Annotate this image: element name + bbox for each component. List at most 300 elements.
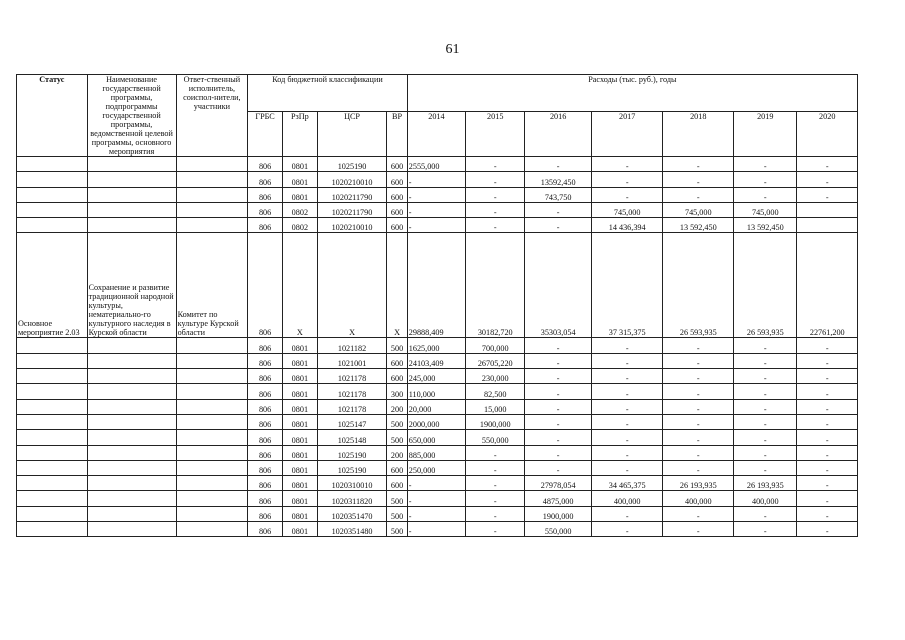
year-total-cell: 35303,054 (525, 233, 591, 338)
year-value-cell: 743,750 (525, 187, 591, 202)
name-cell (87, 430, 176, 445)
grbs-cell: 806 (248, 506, 283, 521)
vr-cell: 600 (387, 202, 407, 217)
csr-cell: 1020310010 (317, 476, 387, 491)
year-value-cell: - (525, 202, 591, 217)
csr-cell: 1020351470 (317, 506, 387, 521)
vr-cell: 600 (387, 369, 407, 384)
vr-cell: 500 (387, 430, 407, 445)
year-value-cell: 400,000 (663, 491, 734, 506)
year-total-cell: 37 315,375 (591, 233, 663, 338)
year-total-cell: 29888,409 (407, 233, 465, 338)
year-value-cell: - (663, 338, 734, 353)
year-value-cell: - (797, 172, 858, 187)
year-value-cell: - (407, 218, 465, 233)
year-value-cell: - (734, 445, 797, 460)
csr-cell: 1021001 (317, 353, 387, 368)
year-value-cell: 15,000 (466, 399, 525, 414)
status-cell (17, 384, 88, 399)
executor-cell (176, 157, 248, 172)
table-row (17, 338, 858, 353)
year-value-cell: 26 193,935 (734, 476, 797, 491)
name-cell (87, 491, 176, 506)
executor-cell (176, 414, 248, 429)
name-cell (87, 445, 176, 460)
csr-cell: 1020351480 (317, 522, 387, 537)
year-value-cell: 2000,000 (407, 414, 465, 429)
executor-cell (176, 369, 248, 384)
rzpr-cell: 0801 (282, 369, 317, 384)
table-row (17, 476, 858, 491)
year-value-cell: - (663, 399, 734, 414)
year-value-cell: - (525, 445, 591, 460)
header-executor: Ответ-ственный исполнитель, соиспол-нители, участники (176, 75, 248, 157)
rzpr-cell: 0801 (282, 338, 317, 353)
year-value-cell: 550,000 (525, 522, 591, 537)
csr-cell: 1025148 (317, 430, 387, 445)
grbs-cell: 806 (248, 172, 283, 187)
year-value-cell: - (797, 430, 858, 445)
name-cell (87, 414, 176, 429)
status-cell (17, 430, 88, 445)
year-value-cell: 700,000 (466, 338, 525, 353)
grbs-cell: 806 (248, 476, 283, 491)
grbs-cell: 806 (248, 522, 283, 537)
year-value-cell: - (591, 399, 663, 414)
status-cell (17, 506, 88, 521)
executor-cell (176, 491, 248, 506)
csr-cell: 1021178 (317, 399, 387, 414)
year-value-cell: - (591, 384, 663, 399)
page-number: 61 (445, 42, 460, 57)
executor-cell: Комитет по культуре Курской области (176, 233, 248, 338)
year-value-cell: - (407, 506, 465, 521)
grbs-cell: 806 (248, 430, 283, 445)
year-value-cell: 2555,000 (407, 157, 465, 172)
year-value-cell: 745,000 (734, 202, 797, 217)
year-value-cell: - (466, 218, 525, 233)
budget-table (16, 74, 858, 537)
table-row (17, 353, 858, 368)
csr-cell: 1021178 (317, 369, 387, 384)
year-value-cell: - (466, 506, 525, 521)
year-value-cell: - (591, 414, 663, 429)
year-value-cell: 14 436,394 (591, 218, 663, 233)
header-grbs: ГРБС (248, 112, 283, 157)
year-value-cell: - (466, 491, 525, 506)
year-value-cell: - (466, 460, 525, 475)
year-value-cell: 745,000 (663, 202, 734, 217)
year-value-cell: 550,000 (466, 430, 525, 445)
grbs-cell: 806 (248, 414, 283, 429)
rzpr-cell: 0801 (282, 445, 317, 460)
year-value-cell: - (407, 491, 465, 506)
table-row (17, 202, 858, 217)
year-value-cell: - (734, 157, 797, 172)
year-value-cell: - (734, 506, 797, 521)
name-cell (87, 187, 176, 202)
year-value-cell: - (734, 460, 797, 475)
year-value-cell: 82,500 (466, 384, 525, 399)
executor-cell (176, 445, 248, 460)
rzpr-cell: 0801 (282, 187, 317, 202)
year-value-cell: - (734, 172, 797, 187)
year-value-cell: - (525, 353, 591, 368)
table-row (17, 172, 858, 187)
year-value-cell: - (525, 338, 591, 353)
status-cell (17, 353, 88, 368)
year-value-cell: 400,000 (591, 491, 663, 506)
year-value-cell: - (797, 187, 858, 202)
name-cell (87, 353, 176, 368)
year-value-cell: - (525, 430, 591, 445)
vr-cell: 300 (387, 384, 407, 399)
table-row (17, 369, 858, 384)
year-value-cell: - (466, 202, 525, 217)
table-row (17, 414, 858, 429)
rzpr-cell: 0801 (282, 506, 317, 521)
vr-cell: 600 (387, 476, 407, 491)
status-cell (17, 476, 88, 491)
status-cell (17, 491, 88, 506)
grbs-cell: 806 (248, 157, 283, 172)
status-cell (17, 414, 88, 429)
name-cell: Сохранение и развитие традиционной народной культуры, нематериально-го культурного наследия в Курской области (87, 233, 176, 338)
vr-cell: 600 (387, 172, 407, 187)
year-value-cell: - (734, 338, 797, 353)
year-value-cell: - (466, 172, 525, 187)
grbs-cell: 806 (248, 384, 283, 399)
year-total-cell: 26 593,935 (663, 233, 734, 338)
year-value-cell: - (797, 491, 858, 506)
executor-cell (176, 172, 248, 187)
vr-cell: 600 (387, 460, 407, 475)
year-value-cell: - (407, 172, 465, 187)
table-row (17, 187, 858, 202)
year-value-cell: - (591, 522, 663, 537)
executor-cell (176, 430, 248, 445)
year-total-cell: 26 593,935 (734, 233, 797, 338)
year-value-cell: - (407, 202, 465, 217)
grbs-cell: 806 (248, 353, 283, 368)
grbs-cell: 806 (248, 187, 283, 202)
year-value-cell: - (797, 157, 858, 172)
year-value-cell: - (466, 157, 525, 172)
year-value-cell: - (797, 399, 858, 414)
status-cell (17, 157, 88, 172)
year-value-cell: - (525, 399, 591, 414)
year-value-cell: - (797, 369, 858, 384)
rzpr-cell: 0801 (282, 414, 317, 429)
name-cell (87, 506, 176, 521)
year-value-cell: - (663, 460, 734, 475)
year-value-cell (797, 202, 858, 217)
year-value-cell (797, 218, 858, 233)
header-status: Статус (17, 75, 88, 157)
vr-cell: 600 (387, 218, 407, 233)
year-value-cell: 24103,409 (407, 353, 465, 368)
grbs-cell: 806 (248, 445, 283, 460)
year-value-cell: - (466, 522, 525, 537)
header-year: 2019 (734, 112, 797, 157)
year-value-cell: - (663, 172, 734, 187)
rzpr-cell: 0801 (282, 476, 317, 491)
status-cell (17, 369, 88, 384)
executor-cell (176, 399, 248, 414)
table-row (17, 157, 858, 172)
name-cell (87, 476, 176, 491)
grbs-cell: 806 (248, 202, 283, 217)
year-value-cell: - (797, 414, 858, 429)
executor-cell (176, 476, 248, 491)
csr-cell: 1025147 (317, 414, 387, 429)
executor-cell (176, 338, 248, 353)
year-value-cell: - (734, 369, 797, 384)
status-cell (17, 202, 88, 217)
year-value-cell: 20,000 (407, 399, 465, 414)
year-value-cell: - (663, 445, 734, 460)
header-year: 2014 (407, 112, 465, 157)
vr-cell: 500 (387, 506, 407, 521)
year-value-cell: 230,000 (466, 369, 525, 384)
csr-cell: 1025190 (317, 445, 387, 460)
year-value-cell: - (525, 384, 591, 399)
year-value-cell: - (407, 522, 465, 537)
header-rzpr: РзПр (282, 112, 317, 157)
name-cell (87, 338, 176, 353)
executor-cell (176, 522, 248, 537)
status-cell (17, 218, 88, 233)
year-total-cell: 22761,200 (797, 233, 858, 338)
table-row (17, 460, 858, 475)
year-value-cell: - (525, 157, 591, 172)
year-value-cell: 1900,000 (466, 414, 525, 429)
table-row (17, 506, 858, 521)
year-value-cell: - (797, 445, 858, 460)
status-cell (17, 187, 88, 202)
year-value-cell: - (797, 353, 858, 368)
executor-cell (176, 460, 248, 475)
year-value-cell: 13 592,450 (663, 218, 734, 233)
grbs-cell: 806 (248, 460, 283, 475)
header-name: Наименование государственной программы, подпрограммы государственной программы, ведомственной целевой программы, основного мероприятия (87, 75, 176, 157)
csr-cell: 1020210010 (317, 218, 387, 233)
name-cell (87, 460, 176, 475)
year-value-cell: 26705,220 (466, 353, 525, 368)
name-cell (87, 218, 176, 233)
year-value-cell: 400,000 (734, 491, 797, 506)
status-cell (17, 338, 88, 353)
year-value-cell: - (525, 460, 591, 475)
main-activity-row (17, 233, 858, 338)
rzpr-cell: 0801 (282, 522, 317, 537)
rzpr-cell: 0801 (282, 460, 317, 475)
year-value-cell: - (734, 399, 797, 414)
year-value-cell: - (525, 218, 591, 233)
status-cell (17, 522, 88, 537)
csr-cell: 1021178 (317, 384, 387, 399)
year-value-cell: 245,000 (407, 369, 465, 384)
year-value-cell: - (591, 369, 663, 384)
year-value-cell: - (734, 522, 797, 537)
year-total-cell: 30182,720 (466, 233, 525, 338)
vr-cell: 600 (387, 353, 407, 368)
grbs-cell: 806 (248, 338, 283, 353)
year-value-cell: - (466, 476, 525, 491)
table-row (17, 445, 858, 460)
table-row (17, 522, 858, 537)
rzpr-cell: 0801 (282, 399, 317, 414)
csr-cell: 1025190 (317, 460, 387, 475)
year-value-cell: - (525, 414, 591, 429)
year-value-cell: - (797, 476, 858, 491)
header-csr: ЦСР (317, 112, 387, 157)
grbs-cell: 806 (248, 399, 283, 414)
year-value-cell: 745,000 (591, 202, 663, 217)
year-value-cell: - (663, 430, 734, 445)
table-row (17, 430, 858, 445)
header-year: 2017 (591, 112, 663, 157)
grbs-cell: 806 (248, 218, 283, 233)
header-year: 2016 (525, 112, 591, 157)
rzpr-cell: 0801 (282, 172, 317, 187)
year-value-cell: - (407, 187, 465, 202)
status-cell (17, 460, 88, 475)
year-value-cell: 1900,000 (525, 506, 591, 521)
year-value-cell: - (663, 414, 734, 429)
year-value-cell: - (466, 187, 525, 202)
rzpr-cell: 0801 (282, 384, 317, 399)
year-value-cell: - (734, 187, 797, 202)
vr-cell: 500 (387, 338, 407, 353)
header-expenses: Расходы (тыс. руб.), годы (407, 75, 857, 112)
executor-cell (176, 202, 248, 217)
year-value-cell: - (407, 476, 465, 491)
year-value-cell: 650,000 (407, 430, 465, 445)
year-value-cell: - (663, 506, 734, 521)
csr-cell: 1025190 (317, 157, 387, 172)
year-value-cell: - (591, 506, 663, 521)
year-value-cell: 27978,054 (525, 476, 591, 491)
status-cell (17, 172, 88, 187)
year-value-cell: - (797, 522, 858, 537)
executor-cell (176, 506, 248, 521)
year-value-cell: 885,000 (407, 445, 465, 460)
year-value-cell: - (734, 384, 797, 399)
year-value-cell: - (591, 460, 663, 475)
vr-cell: 500 (387, 522, 407, 537)
header-vr: ВР (387, 112, 407, 157)
rzpr-cell: 0801 (282, 157, 317, 172)
year-value-cell: 1625,000 (407, 338, 465, 353)
rzpr-cell: 0802 (282, 218, 317, 233)
vr-cell: 200 (387, 445, 407, 460)
year-value-cell: - (663, 187, 734, 202)
name-cell (87, 369, 176, 384)
year-value-cell: 26 193,935 (663, 476, 734, 491)
table-row (17, 384, 858, 399)
rzpr-cell: 0801 (282, 491, 317, 506)
table-row (17, 399, 858, 414)
year-value-cell: - (591, 187, 663, 202)
year-value-cell: - (797, 506, 858, 521)
year-value-cell: 110,000 (407, 384, 465, 399)
header-year: 2018 (663, 112, 734, 157)
vr-cell: 500 (387, 491, 407, 506)
year-value-cell: - (663, 522, 734, 537)
header-year: 2015 (466, 112, 525, 157)
status-cell (17, 445, 88, 460)
name-cell (87, 399, 176, 414)
year-value-cell: 34 465,375 (591, 476, 663, 491)
year-value-cell: - (663, 369, 734, 384)
table-row (17, 218, 858, 233)
grbs-cell: 806 (248, 491, 283, 506)
status-cell (17, 399, 88, 414)
vr-cell: 200 (387, 399, 407, 414)
year-value-cell: - (591, 430, 663, 445)
year-value-cell: - (591, 338, 663, 353)
year-value-cell: - (591, 353, 663, 368)
name-cell (87, 384, 176, 399)
vr-cell: Х (387, 233, 407, 338)
rzpr-cell: 0802 (282, 202, 317, 217)
header-year: 2020 (797, 112, 858, 157)
year-value-cell: - (525, 369, 591, 384)
vr-cell: 600 (387, 187, 407, 202)
year-value-cell: - (663, 384, 734, 399)
year-value-cell: - (663, 353, 734, 368)
csr-cell: 1020211790 (317, 202, 387, 217)
year-value-cell: - (734, 353, 797, 368)
rzpr-cell: 0801 (282, 353, 317, 368)
year-value-cell: - (734, 430, 797, 445)
vr-cell: 600 (387, 157, 407, 172)
csr-cell: 1020311820 (317, 491, 387, 506)
executor-cell (176, 384, 248, 399)
csr-cell: Х (317, 233, 387, 338)
year-value-cell: 250,000 (407, 460, 465, 475)
year-value-cell: - (734, 414, 797, 429)
executor-cell (176, 218, 248, 233)
status-cell: Основное мероприятие 2.03 (17, 233, 88, 338)
rzpr-cell: Х (282, 233, 317, 338)
vr-cell: 500 (387, 414, 407, 429)
grbs-cell: 806 (248, 369, 283, 384)
year-value-cell: 13 592,450 (734, 218, 797, 233)
csr-cell: 1020210010 (317, 172, 387, 187)
year-value-cell: - (591, 157, 663, 172)
executor-cell (176, 353, 248, 368)
name-cell (87, 202, 176, 217)
year-value-cell: - (466, 445, 525, 460)
year-value-cell: - (797, 460, 858, 475)
grbs-cell: 806 (248, 233, 283, 338)
table-row (17, 491, 858, 506)
name-cell (87, 172, 176, 187)
year-value-cell: - (591, 172, 663, 187)
year-value-cell: - (591, 445, 663, 460)
year-value-cell: 13592,450 (525, 172, 591, 187)
name-cell (87, 522, 176, 537)
csr-cell: 1021182 (317, 338, 387, 353)
header-budget-code: Код бюджетной классификации (248, 75, 408, 112)
year-value-cell: - (663, 157, 734, 172)
rzpr-cell: 0801 (282, 430, 317, 445)
executor-cell (176, 187, 248, 202)
name-cell (87, 157, 176, 172)
year-value-cell: - (797, 384, 858, 399)
